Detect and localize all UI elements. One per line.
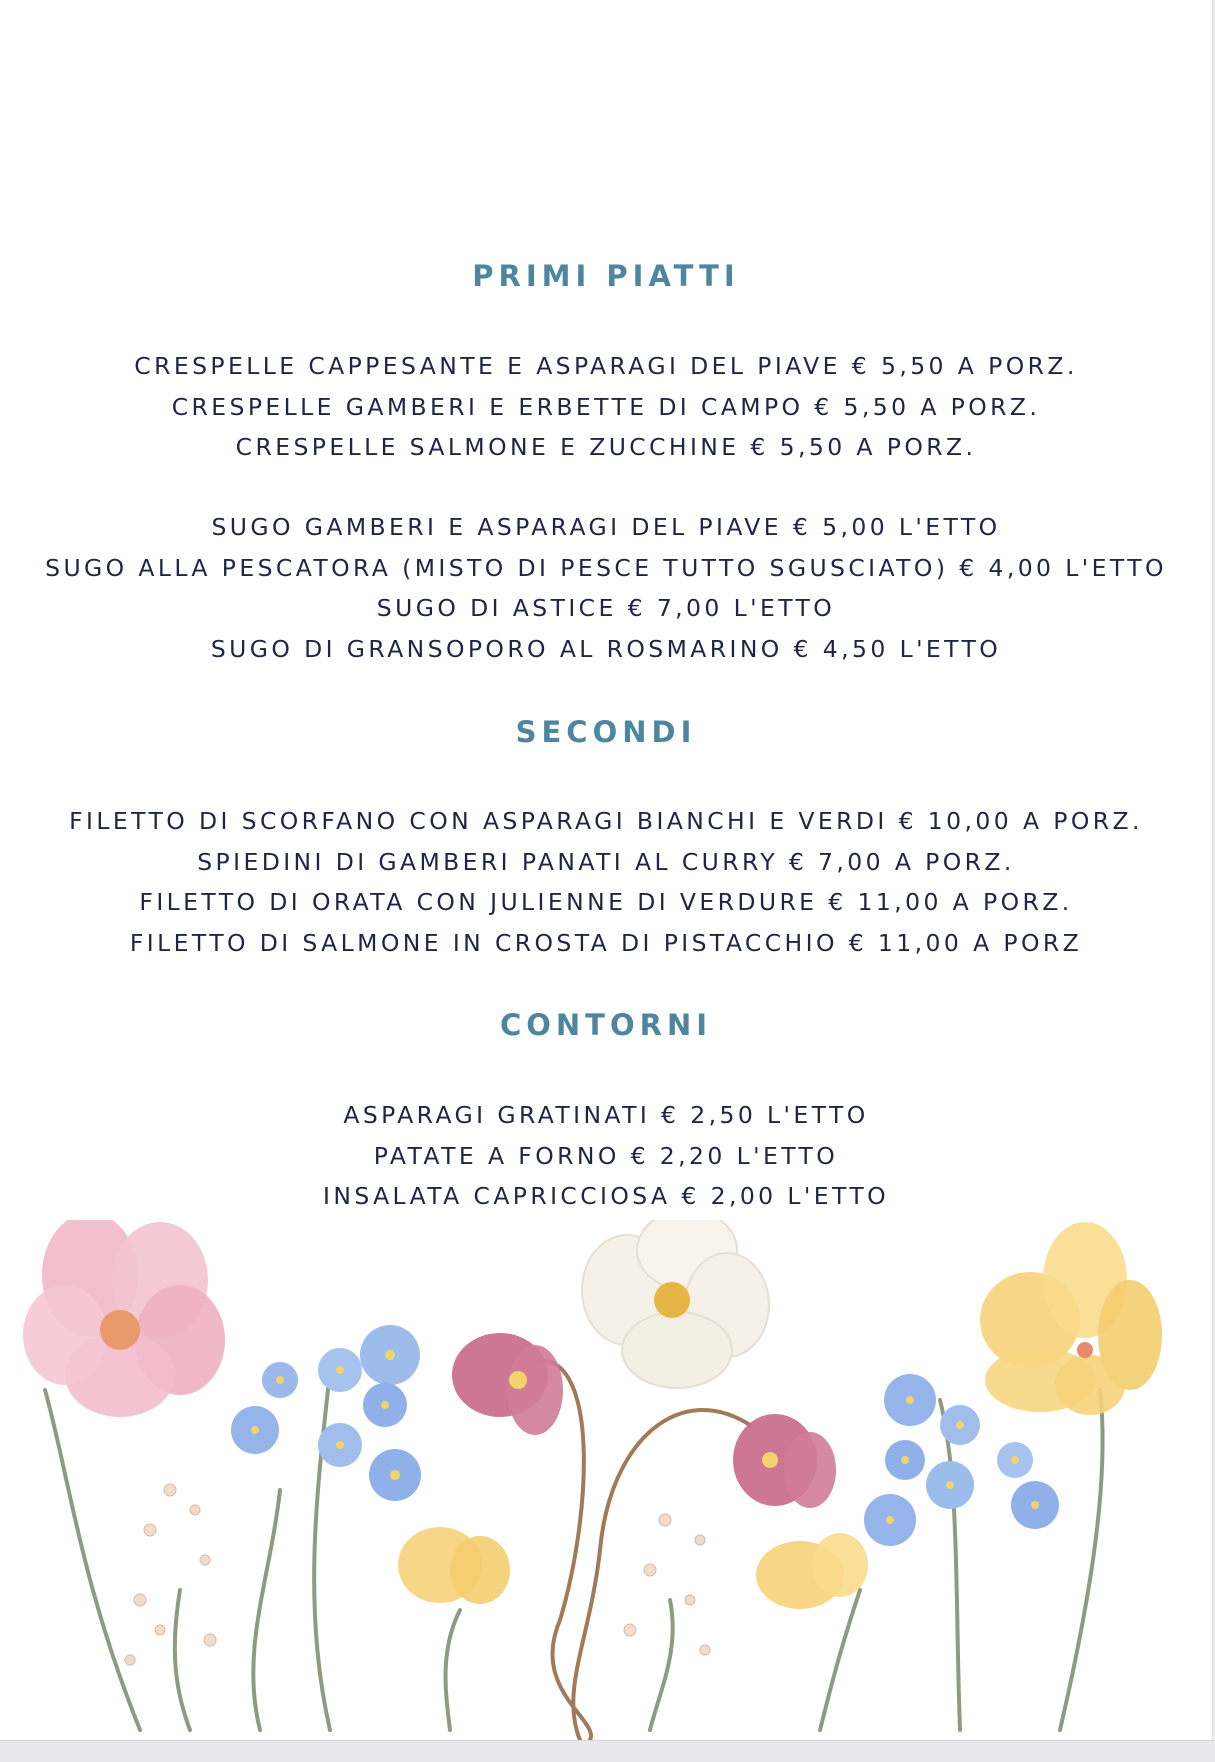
menu-item: SPIEDINI DI GAMBERI PANATI AL CURRY € 7,00 A PORZ.	[197, 847, 1015, 876]
pink-flower-icon	[23, 1220, 225, 1417]
brown-stems-icon	[540, 1360, 750, 1740]
yellow-flower-icon	[980, 1222, 1162, 1415]
menu-item: CRESPELLE CAPPESANTE E ASPARAGI DEL PIAVE € 5,50 A PORZ.	[134, 352, 1078, 380]
menu-item: FILETTO DI SALMONE IN CROSTA DI PISTACCHIO € 11,00 A PORZ	[129, 928, 1083, 957]
floral-illustration	[0, 1220, 1212, 1740]
menu-item: FILETTO DI SCORFANO CON ASPARAGI BIANCHI E VERDI € 10,00 A PORZ.	[69, 807, 1143, 835]
primi-group-sughi	[0, 507, 1212, 669]
section-contorni	[0, 1008, 1212, 1042]
section-title-contorni: CONTORNI	[499, 1008, 713, 1042]
menu-item: SUGO GAMBERI E ASPARAGI DEL PIAVE € 5,00 L'ETTO	[211, 513, 1001, 541]
white-flower-icon	[582, 1220, 769, 1388]
menu-item: CRESPELLE GAMBERI E ERBETTE DI CAMPO € 5,50 A PORZ.	[171, 392, 1041, 421]
menu-item: PATATE A FORNO € 2,20 L'ETTO	[373, 1141, 839, 1170]
viewer-bottom-bar	[0, 1740, 1215, 1762]
section-secondi	[0, 715, 1212, 749]
menu-item: ASPARAGI GRATINATI € 2,50 L'ETTO	[343, 1101, 869, 1129]
menu-item: INSALATA CAPRICCIOSA € 2,00 L'ETTO	[323, 1182, 889, 1210]
primi-group-crespelle	[0, 346, 1212, 468]
menu-item: SUGO DI GRANSOPORO AL ROSMARINO € 4,50 L'ETTO	[210, 634, 1002, 663]
menu-item: SUGO DI ASTICE € 7,00 L'ETTO	[376, 594, 836, 622]
section-title-secondi: SECONDI	[515, 715, 697, 749]
small-yellow-flowers-icon	[398, 1527, 868, 1609]
menu-item: FILETTO DI ORATA CON JULIENNE DI VERDURE € 11,00 A PORZ.	[139, 888, 1073, 916]
menu-item: CRESPELLE SALMONE E ZUCCHINE € 5,50 A PORZ.	[235, 433, 977, 461]
menu-item: SUGO ALLA PESCATORA (MISTO DI PESCE TUTTO SGUSCIATO) € 4,00 L'ETTO	[45, 553, 1167, 582]
contorni-items	[0, 1095, 1212, 1217]
secondi-items	[0, 801, 1212, 963]
section-title-primi: PRIMI PIATTI	[472, 259, 740, 293]
section-primi-piatti	[0, 259, 1212, 293]
